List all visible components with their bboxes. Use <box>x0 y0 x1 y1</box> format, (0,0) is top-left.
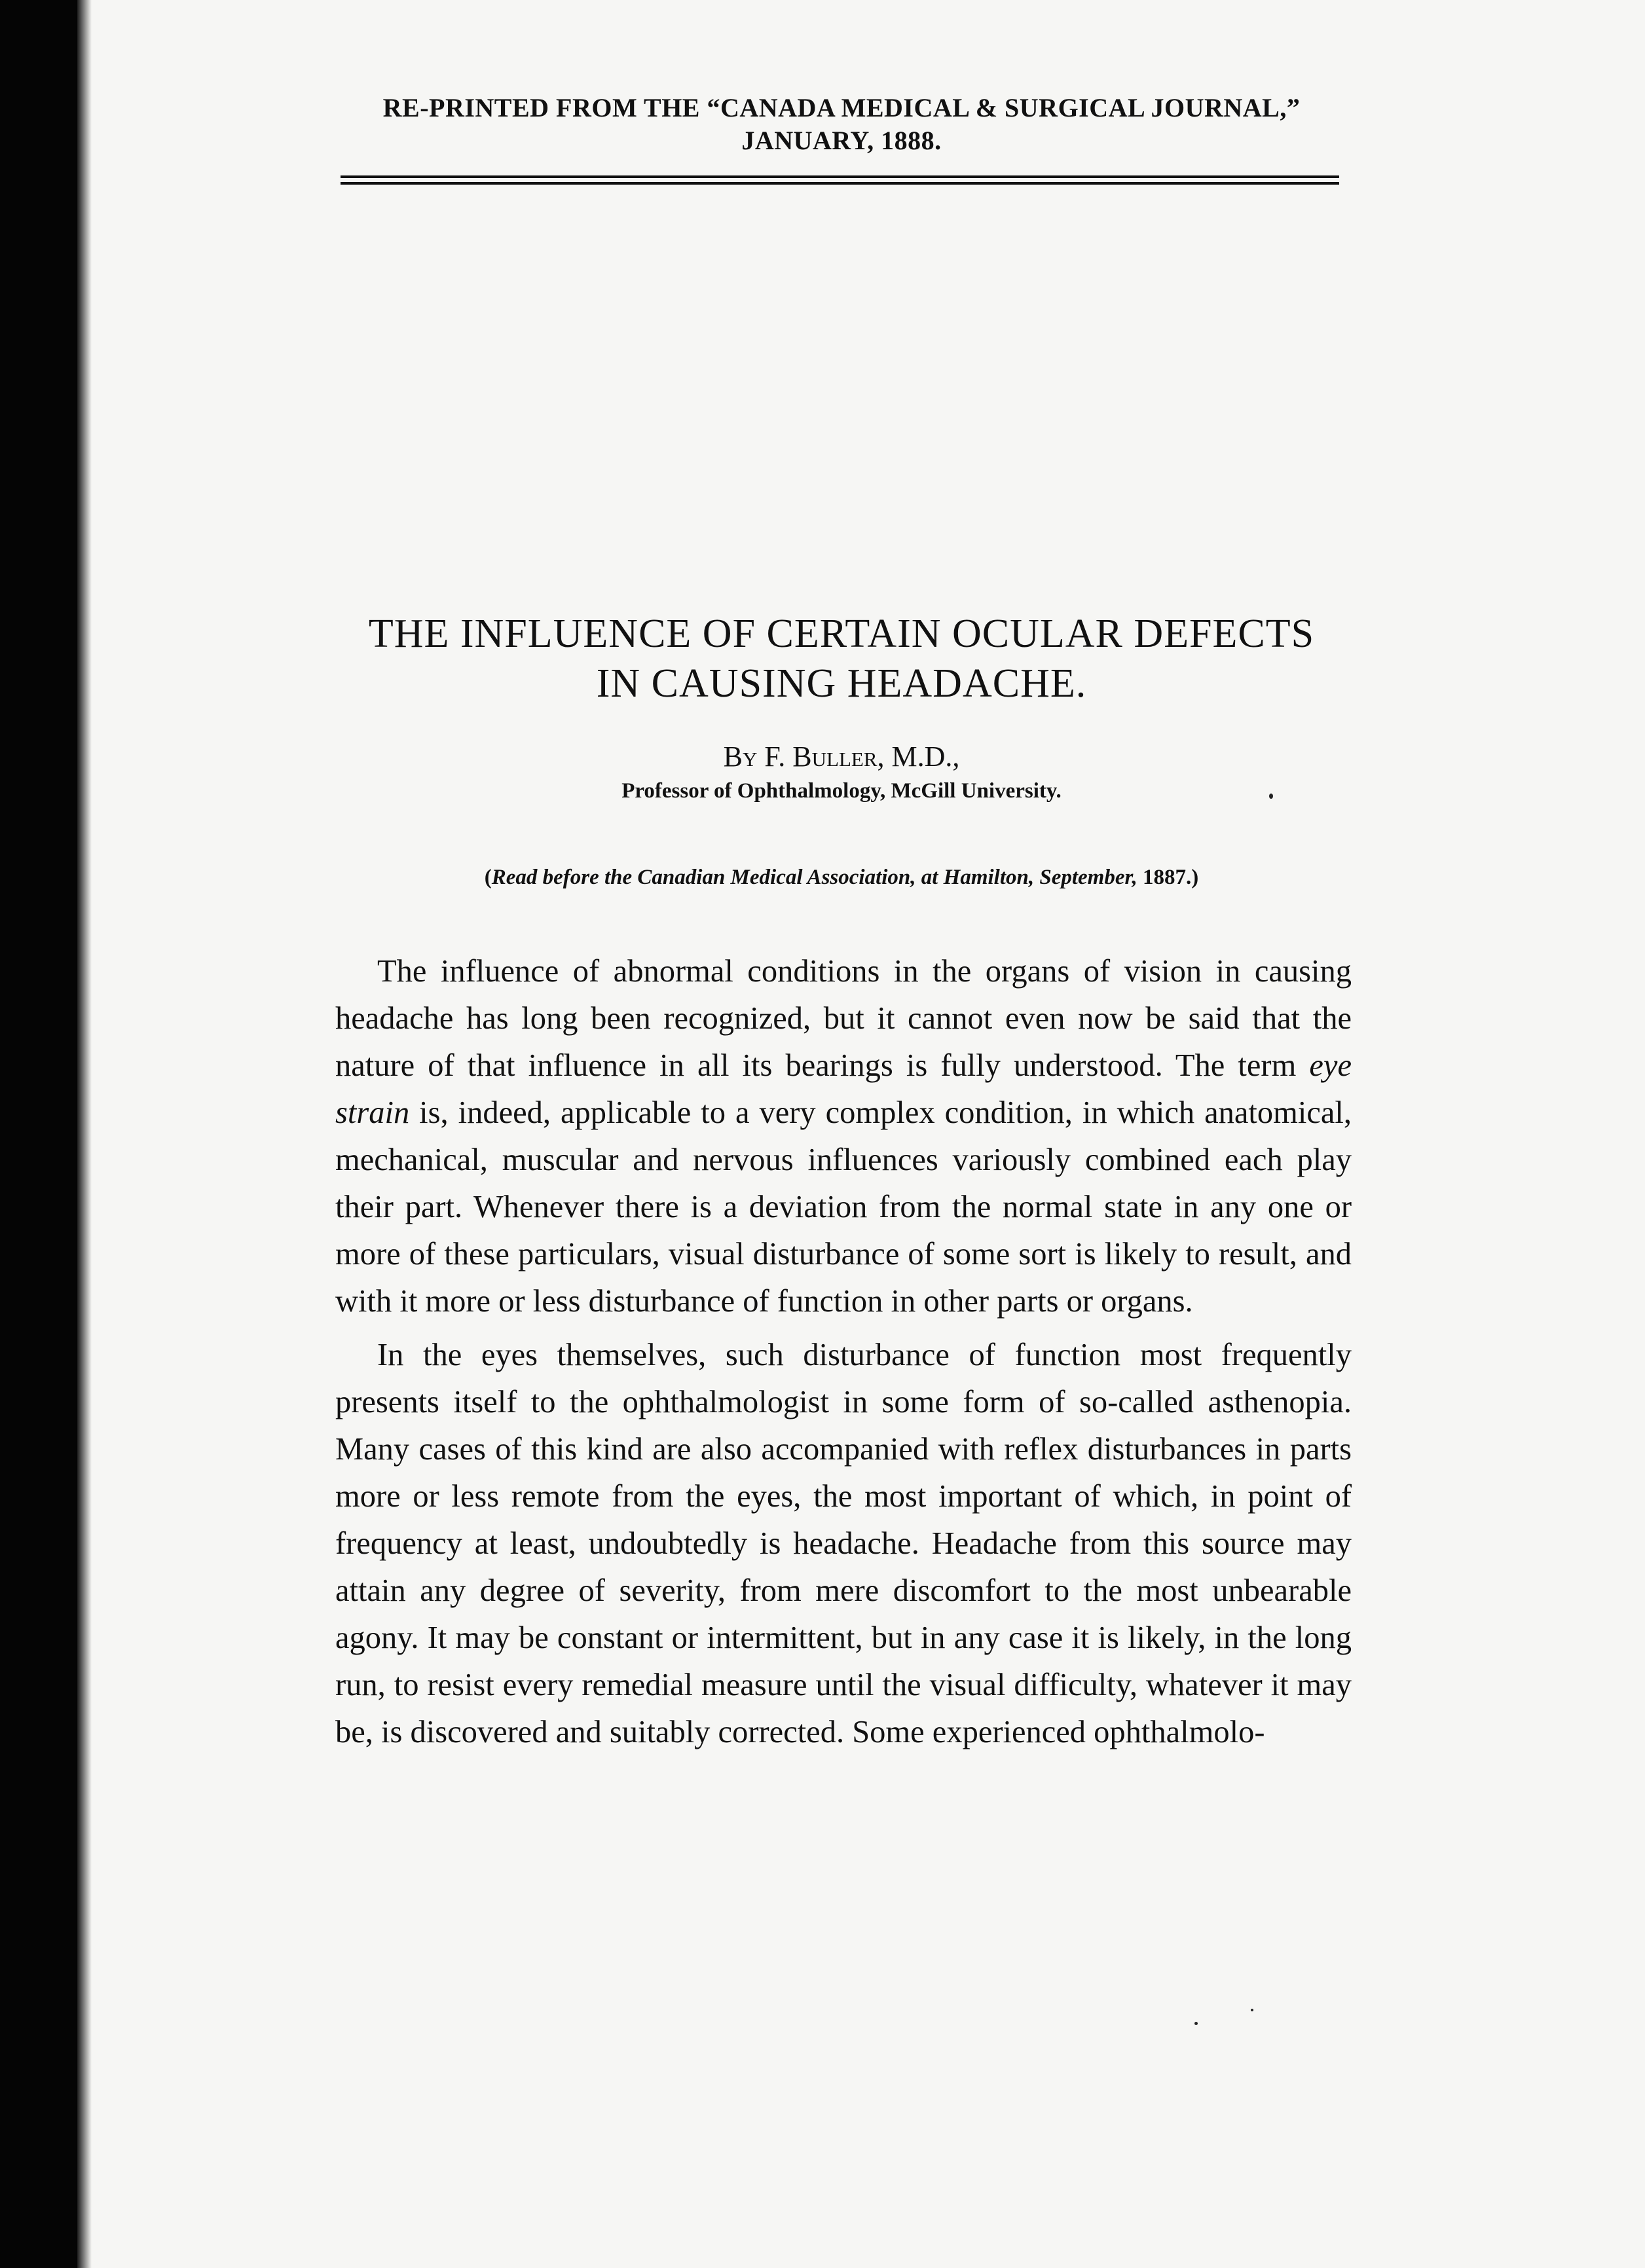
presentation-note <box>327 863 1356 892</box>
author-affiliation: Professor of Ophthalmology, McGill University. <box>621 779 1062 803</box>
read-note-close: 1887.) <box>1137 866 1199 889</box>
read-note-open: ( <box>484 866 492 889</box>
paragraph-1-end: is, indeed, applicable to a very complex condition, in which anatomical, mechanical, muscular and nervous influences variously combined each play their part. Whenever there is a deviation from the normal state in any one or more of these particulars, visual disturbance of some sort is likely to result, and with it more or less disturbance of function in other parts or organs. <box>335 1095 1352 1319</box>
article-body <box>335 948 1352 1756</box>
scan-speck <box>1251 2009 1253 2011</box>
header-double-rule <box>341 175 1339 185</box>
reprint-source-line: RE-PRINTED FROM THE “CANADA MEDICAL & SURGICAL JOURNAL,” <box>382 93 1301 122</box>
paragraph-1-emphasis: eye strain <box>335 1048 1352 1130</box>
page-edge-shadow <box>77 0 92 2268</box>
scan-border <box>0 0 77 2268</box>
body-paragraph-2: In the eyes themselves, such disturbance of function most frequently presents itself to the ophthalmologist in some form of so-called asthenopia. Many cases of this kind are also accompanied with reflex disturbances in parts more or less remote from the eyes, the most important of which, in point of frequency at least, undoubtedly is headache. Headache from this source may attain any degree of severity, from mere discomfort to the most unbearable agony. It may be constant or intermittent, but in any case it is likely, in the long run, to resist every remedial measure until the visual difficulty, whatever it may be, is discovered and suitably corrected. Some experienced ophthalmolo- <box>335 1338 1352 1749</box>
read-note-italic: Read before the Canadian Medical Association, at Hamilton, September, <box>491 866 1137 889</box>
article-title <box>327 609 1356 708</box>
title-line-2: IN CAUSING HEADACHE. <box>596 661 1087 706</box>
paragraph-1-start: The influence of abnormal conditions in the organs of vision in causing headache has long been recognized, but it cannot even now be said that the nature of that influence in all its bearings is fully understood. The term <box>335 954 1352 1083</box>
reprint-header <box>327 92 1356 157</box>
author-byline: By F. Buller, M.D., <box>723 741 960 773</box>
title-line-1: THE INFLUENCE OF CERTAIN OCULAR DEFECTS <box>368 612 1315 656</box>
reprint-date-line: JANUARY, 1888. <box>741 126 942 155</box>
scan-speck <box>1269 794 1273 799</box>
body-paragraph-1 <box>335 948 1352 1325</box>
scan-speck <box>1194 2022 1198 2025</box>
